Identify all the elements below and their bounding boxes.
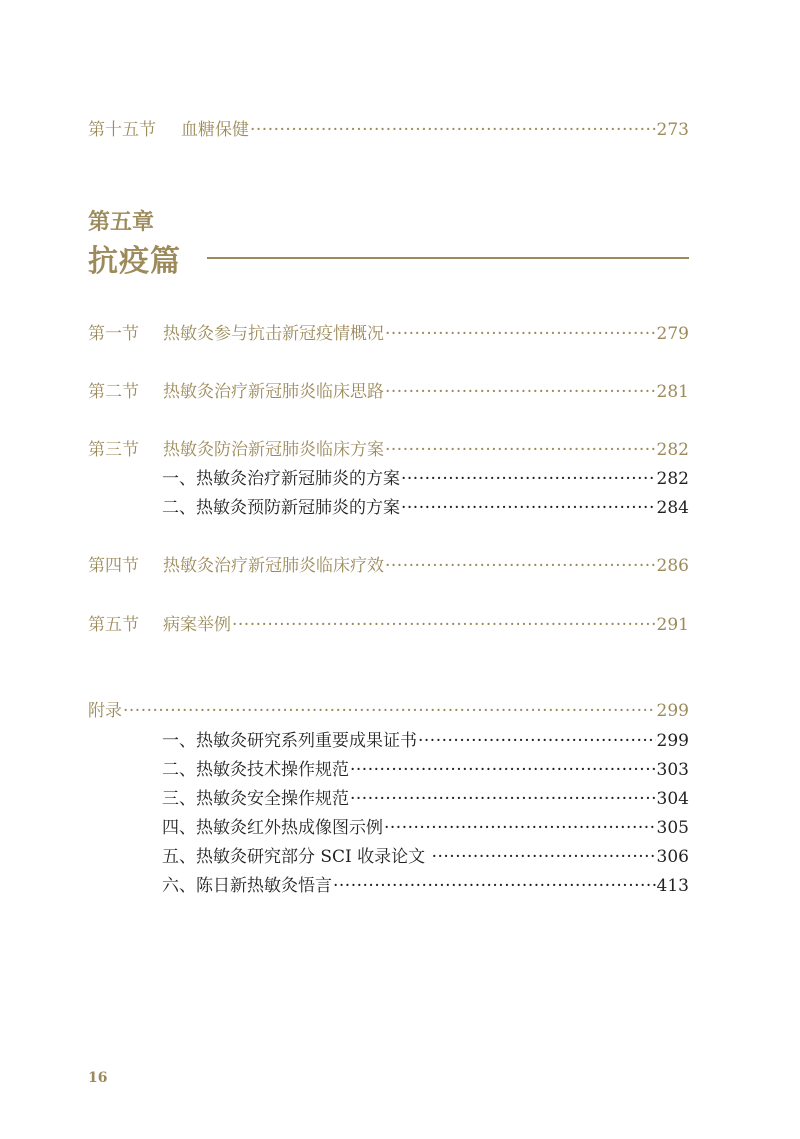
section-number: 第四节 [88, 556, 139, 576]
page-ref: 299 [656, 701, 689, 721]
toc-entry-section-3[interactable] [88, 439, 689, 461]
toc-subentry[interactable] [162, 759, 689, 781]
page-ref: 304 [656, 789, 689, 809]
dot-leader [385, 323, 656, 345]
section-number: 第十五节 [88, 120, 156, 140]
dot-leader [385, 439, 656, 461]
subentry-title: 二、热敏灸预防新冠肺炎的方案 [162, 498, 400, 518]
dot-leader [401, 497, 656, 519]
page-ref: 306 [656, 847, 689, 867]
dot-leader [401, 468, 656, 490]
toc-subentry[interactable] [162, 846, 689, 868]
page-ref: 291 [656, 615, 689, 635]
subentry-title: 一、热敏灸治疗新冠肺炎的方案 [162, 469, 400, 489]
subentry-title: 六、陈日新热敏灸悟言 [162, 876, 332, 896]
page-ref: 299 [656, 731, 689, 751]
dot-leader [250, 119, 656, 141]
page-number: 16 [88, 1070, 108, 1086]
subentry-title: 二、热敏灸技术操作规范 [162, 760, 349, 780]
section-number: 第一节 [88, 324, 139, 344]
dot-leader [350, 759, 656, 781]
toc-entry-section-4[interactable] [88, 555, 689, 577]
section-title: 热敏灸治疗新冠肺炎临床疗效 [163, 556, 384, 576]
dot-leader [123, 700, 656, 722]
page-ref: 273 [656, 120, 689, 140]
toc-entry-section-1[interactable] [88, 323, 689, 345]
toc-subentry[interactable] [162, 730, 689, 752]
page-ref: 303 [656, 760, 689, 780]
subentry-title: 四、热敏灸红外热成像图示例 [162, 818, 383, 838]
page-ref: 305 [656, 818, 689, 838]
toc-subentry[interactable] [162, 875, 689, 897]
chapter-number: 第五章 [88, 209, 155, 235]
section-title: 血糖保健 [181, 120, 249, 140]
dot-leader [384, 817, 656, 839]
page-ref: 284 [656, 498, 689, 518]
page-ref: 282 [656, 440, 689, 460]
dot-leader [350, 788, 656, 810]
chapter-title: 抗疫篇 [88, 244, 181, 279]
section-title: 热敏灸防治新冠肺炎临床方案 [163, 440, 384, 460]
section-number: 第三节 [88, 440, 139, 460]
section-number: 第五节 [88, 615, 139, 635]
section-number: 第二节 [88, 382, 139, 402]
page-ref: 282 [656, 469, 689, 489]
section-title: 热敏灸治疗新冠肺炎临床思路 [163, 382, 384, 402]
appendix-title: 附录 [88, 701, 122, 721]
chapter-rule [207, 257, 689, 259]
dot-leader [333, 875, 656, 897]
dot-leader [418, 730, 656, 752]
toc-subentry[interactable] [162, 817, 689, 839]
dot-leader [385, 555, 656, 577]
subentry-title: 五、热敏灸研究部分 SCI 收录论文 [162, 847, 431, 867]
subentry-title: 三、热敏灸安全操作规范 [162, 789, 349, 809]
page-ref: 279 [656, 324, 689, 344]
dot-leader [432, 846, 656, 868]
page-ref: 286 [656, 556, 689, 576]
page-ref: 281 [656, 382, 689, 402]
toc-entry-appendix[interactable] [88, 700, 689, 722]
page-ref: 413 [656, 876, 689, 896]
toc-subentry[interactable] [162, 497, 689, 519]
toc-entry-section-2[interactable] [88, 381, 689, 403]
toc-entry-section-15[interactable] [88, 119, 689, 141]
section-title: 病案举例 [163, 615, 231, 635]
subentry-title: 一、热敏灸研究系列重要成果证书 [162, 731, 417, 751]
dot-leader [385, 381, 656, 403]
dot-leader [232, 614, 656, 636]
toc-entry-section-5[interactable] [88, 614, 689, 636]
toc-subentry[interactable] [162, 468, 689, 490]
toc-subentry[interactable] [162, 788, 689, 810]
section-title: 热敏灸参与抗击新冠疫情概况 [163, 324, 384, 344]
